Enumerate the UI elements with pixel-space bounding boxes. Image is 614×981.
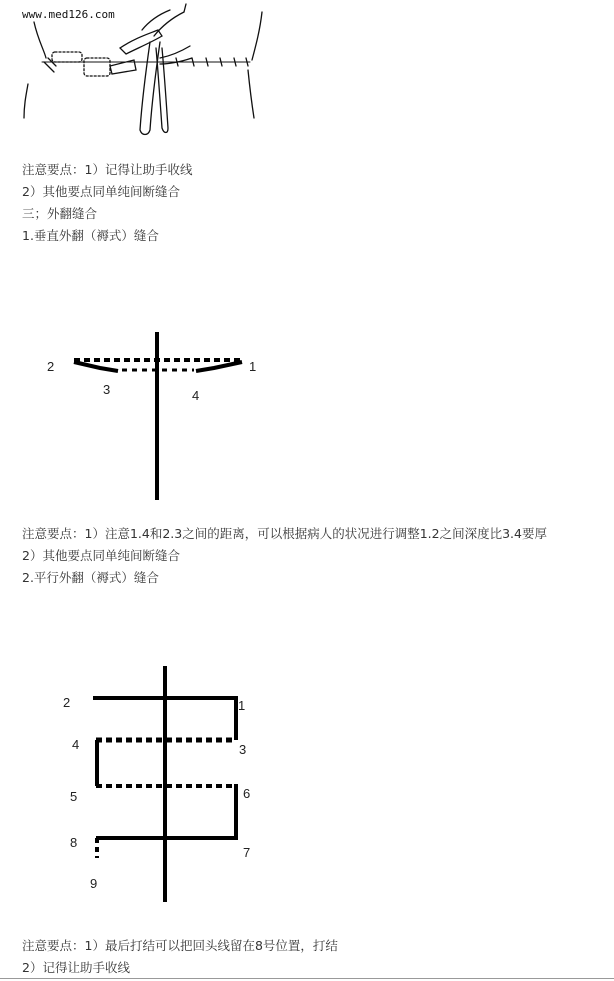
note-line: 注意要点：1）记得让助手收线 <box>22 162 193 177</box>
point-label: 9 <box>90 876 98 891</box>
suture-sketch-illustration <box>0 0 614 150</box>
note-line: 注意要点：1）注意1.4和2.3之间的距离，可以根据病人的状况进行调整1.2之间深度比3.4要厚 <box>22 526 547 541</box>
near-suture-left <box>74 362 118 371</box>
note-line: 注意要点：1）最后打结可以把回头线留在8号位置，打结 <box>22 938 338 953</box>
near-suture-right <box>196 362 242 371</box>
watermark: www.med126.com <box>22 8 115 21</box>
horizontal-mattress-diagram <box>0 660 614 910</box>
divider <box>0 978 614 979</box>
point-label: 2 <box>63 695 71 710</box>
note-line: 2）其他要点同单纯间断缝合 <box>22 548 180 563</box>
point-label: 2 <box>47 359 55 374</box>
subsection-heading: 1.垂直外翻（褥式）缝合 <box>22 228 159 243</box>
section-heading: 三；外翻缝合 <box>22 206 98 221</box>
vertical-mattress-diagram <box>0 320 614 510</box>
point-label: 7 <box>243 845 251 860</box>
point-label: 5 <box>70 789 78 804</box>
point-label: 4 <box>192 388 200 403</box>
point-label: 1 <box>238 698 246 713</box>
point-label: 6 <box>243 786 251 801</box>
point-label: 8 <box>70 835 78 850</box>
note-line: 2）其他要点同单纯间断缝合 <box>22 184 180 199</box>
note-line: 2）记得让助手收线 <box>22 960 130 975</box>
point-label: 3 <box>239 742 247 757</box>
point-label: 4 <box>72 737 80 752</box>
point-label: 1 <box>249 359 257 374</box>
subsection-heading: 2.平行外翻（褥式）缝合 <box>22 570 159 585</box>
point-label: 3 <box>103 382 111 397</box>
